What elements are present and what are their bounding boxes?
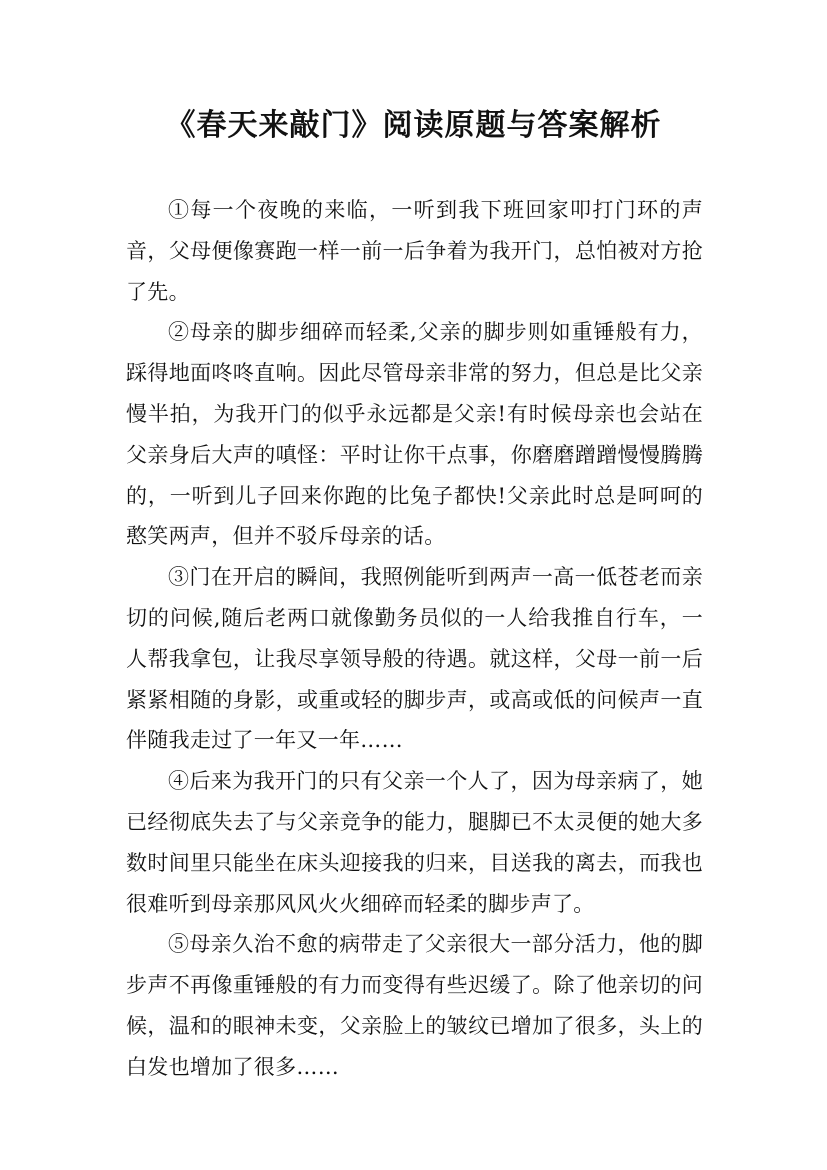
document-body [126, 190, 703, 1088]
paragraph-4: ④后来为我开门的只有父亲一个人了，因为母亲病了，她已经彻底失去了与父亲竞争的能力，腿脚已不太灵便的她大多数时间里只能坐在床头迎接我的归来，目送我的离去，而我也很难听到母亲那风风火火细碎而轻柔的脚步声了。 [126, 769, 703, 916]
paragraph-2: ②母亲的脚步细碎而轻柔,父亲的脚步则如重锤般有力，踩得地面咚咚直响。因此尽管母亲非常的努力，但总是比父亲慢半拍，为我开门的似乎永远都是父亲!有时候母亲也会站在父亲身后大声的嗔怪：平时让你干点事，你磨磨蹭蹭慢慢腾腾的，一听到儿子回来你跑的比兔子都快!父亲此时总是呵呵的憨笑两声，但并不驳斥母亲的话。 [126, 320, 703, 549]
paragraph-3: ③门在开启的瞬间，我照例能听到两声一高一低苍老而亲切的问候,随后老两口就像勤务员似的一人给我推自行车，一人帮我拿包，让我尽享领导般的待遇。就这样，父母一前一后紧紧相随的身影，或重或轻的脚步声，或高或低的问候声一直伴随我走过了一年又一年…… [126, 565, 703, 753]
paragraph-1: ①每一个夜晚的来临，一听到我下班回家叩打门环的声音，父母便像赛跑一样一前一后争着为我开门，总怕被对方抢了先。 [126, 198, 703, 304]
paragraph-5: ⑤母亲久治不愈的病带走了父亲很大一部分活力，他的脚步声不再像重锤般的有力而变得有些迟缓了。除了他亲切的问候，温和的眼神未变，父亲脸上的皱纹已增加了很多，头上的白发也增加了很多…… [126, 932, 703, 1079]
document-title: 《春天来敲门》阅读原题与答案解析 [165, 108, 662, 143]
